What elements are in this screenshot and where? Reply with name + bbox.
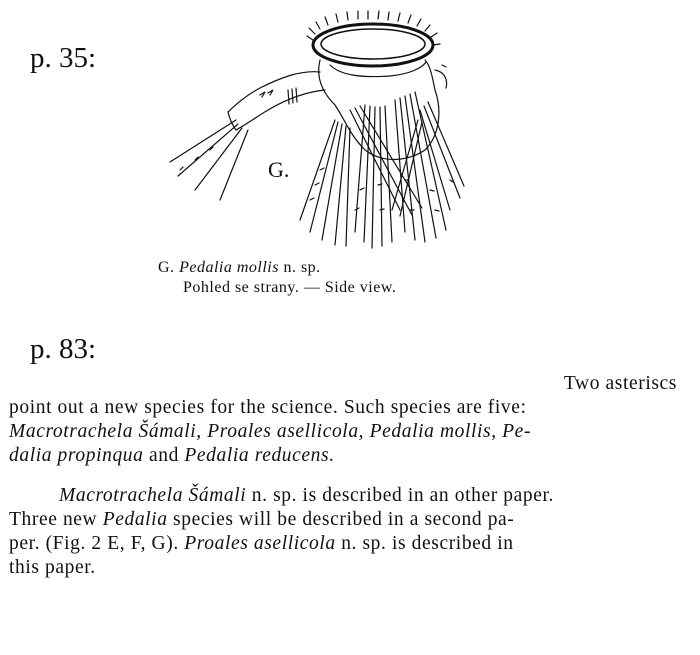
p1-line-3 [9,444,677,468]
p1-line-2: Macrotrachela Šámali, Proales asellicola, Pedalia mollis, Pe- [9,421,532,442]
p2-line-2 [9,508,677,532]
caption-species: Pedalia mollis [179,259,279,276]
p1-line-3-and: and [143,445,185,466]
caption-prefix: G. [158,259,175,276]
text-head: Two asteriscs [563,373,677,394]
page-label-83: p. 83: [30,333,97,365]
p2-line-4: this paper. [9,557,96,578]
paragraph-1 [9,396,677,468]
p2-line-3-species: Proales asellicola [184,533,336,554]
page-label-35: p. 35: [30,42,97,74]
p1-line-1: point out a new species for the science. Such species are five: [9,397,527,418]
caption-suffix: n. sp. [283,259,321,276]
p2-line-1-rest: n. sp. is described in an other paper. [246,485,554,506]
p1-line-3-species-a: dalia propinqua [9,445,144,466]
p2-line-3 [9,532,677,556]
p2-line-2-start: Three new [9,509,103,530]
figure-letter: G. [268,157,290,182]
p2-line-1 [9,484,677,508]
pedalia-mollis-drawing [150,10,470,250]
figure-caption-line-1 [158,259,321,277]
p2-line-3-start: per. (Fig. 2 E, F, G). [9,533,185,554]
p2-line-3-rest: n. sp. is described in [335,533,514,554]
p1-line-3-species-b: Pedalia reducens. [184,445,335,466]
p2-line-2-genus: Pedalia [102,509,168,530]
p2-line-2-rest: species will be described in a second pa- [167,509,515,530]
p2-line-1-species: Macrotrachela Šámali [59,485,247,506]
figure-caption-line-2: Pohled se strany. — Side view. [183,279,397,296]
paragraph-2 [9,484,677,580]
